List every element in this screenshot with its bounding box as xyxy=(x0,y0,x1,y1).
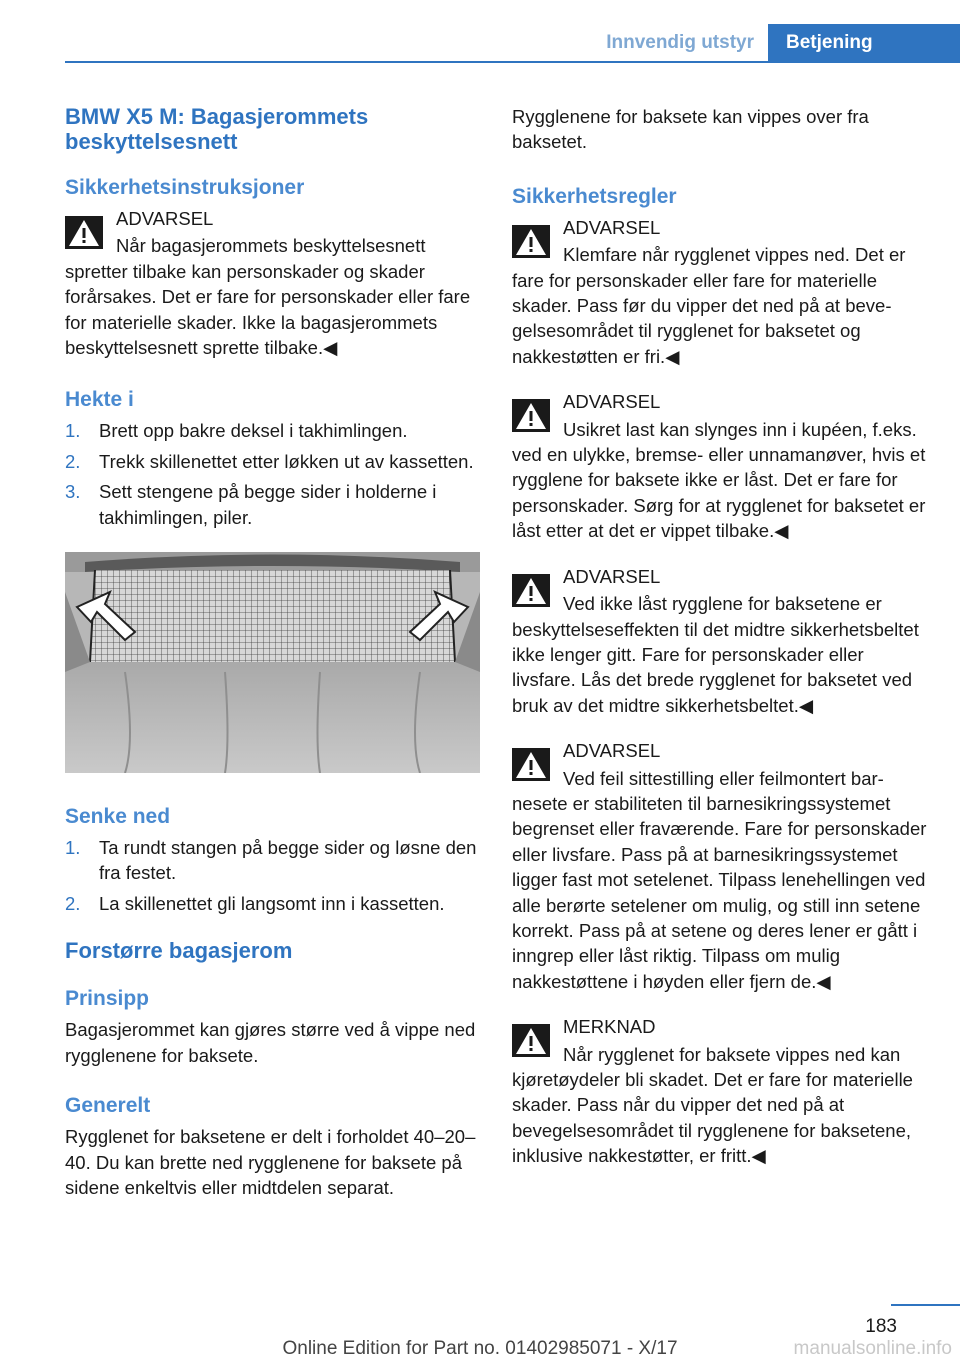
notice-block xyxy=(512,1014,927,1168)
warning-label: ADVARSEL xyxy=(116,208,214,229)
header-rule xyxy=(65,61,960,63)
warning-label: ADVARSEL xyxy=(563,740,661,762)
warning-block xyxy=(512,564,927,718)
warning-label: ADVARSEL xyxy=(563,216,661,238)
left-column xyxy=(65,104,480,1226)
hook-steps xyxy=(65,418,480,530)
cargo-net-photo xyxy=(65,552,480,773)
notice-label: MERKNAD xyxy=(563,1016,656,1038)
tab-betjening[interactable]: Betjening xyxy=(768,24,960,61)
principle-heading: Prinsipp xyxy=(65,987,150,1011)
warning-text: Når bagasjerommets beskyttelsesnett spretter tilbake kan personskader og skader forårsakes. Det er fare for personskader eller fare for materielle skader. Ikke la bagasjerommets beskyttelsesnett sprette tilbake.◀ xyxy=(65,235,471,359)
watermark: manualsonline.info xyxy=(793,1338,952,1359)
general-text: Rygglenet for baksetene er delt i forholdet 40–20–40. Du kan brette ned rygglenene for baksete på sidene enkeltvis eller midtdelen separat. xyxy=(65,1126,476,1198)
warning-label: ADVARSEL xyxy=(563,565,661,587)
principle-text: Bagasjerommet kan gjøres større ved å vippe ned rygglenene for baksete. xyxy=(65,1019,476,1066)
safety-heading: Sikkerhetsinstruksjoner xyxy=(65,176,305,199)
step-text: Ta rundt stangen på begge sider og løsne den fra festet. xyxy=(99,837,477,884)
section-title: BMW X5 M: Bagasjerommets beskyttelsesnett xyxy=(65,104,369,154)
warning-label: ADVARSEL xyxy=(563,391,661,413)
list-item xyxy=(65,418,480,443)
warning-triangle-icon xyxy=(512,574,550,607)
edition-note: Online Edition for Part no. 01402985071 - X/17 xyxy=(282,1338,678,1359)
step-text: Sett stengene på begge sider i holderne i takhimlingen, piler. xyxy=(99,481,437,528)
warning-text: Usikret last kan slynges inn i kupéen, f.eks. ved en ulykke, bremse- eller unnamanøver, hvis et rygglene for baksete ikke er låst. Det er fare for personskader. Sørg for at rygglenet for baksetet er låst etter at det er vippet tilbake.◀ xyxy=(512,418,926,542)
warning-block xyxy=(512,215,927,369)
warning-block xyxy=(512,738,927,994)
list-item xyxy=(65,479,480,530)
header-tabs xyxy=(590,24,960,61)
warning-text: Klemfare når rygglenet vippes ned. Det er fare for personskader eller fare for materielle skader. Pass før du vipper det ned på at bevegelsesområdet til rygglenet for baksetet og nakkestøtten er fri.◀ xyxy=(512,244,906,367)
step-number: 2. xyxy=(65,450,81,472)
warning-block xyxy=(512,389,927,543)
step-text: La skillenettet gli langsomt inn i kassetten. xyxy=(99,892,445,914)
step-number: 2. xyxy=(65,892,81,914)
list-item xyxy=(65,891,480,916)
warning-text: Ved feil sittestilling eller feilmontert barnesete er stabiliteten til barnesikringssystemet begrenset eller fraværende. Fare for personskader eller livsfare. Pass på at barnesikringssystemet ligger fast mot setelenet. Tilpass lenehellingen ved alle berørte setelener om mulig, og still inn setene korrekt. Pass på at setene og deres lener er gått i inngrep eller låst riktig. Tilpass om mulig nakkestøttene i høyden eller fjern de.◀ xyxy=(512,767,927,992)
right-column xyxy=(512,104,927,1189)
warning-triangle-icon xyxy=(65,216,103,249)
step-number: 3. xyxy=(65,481,81,503)
step-number: 1. xyxy=(65,837,81,859)
page-number: 183 xyxy=(865,1316,897,1337)
warning-block xyxy=(65,206,480,360)
step-number: 1. xyxy=(65,420,81,442)
warning-triangle-icon xyxy=(512,748,550,781)
lower-heading: Senke ned xyxy=(65,805,171,829)
general-heading: Generelt xyxy=(65,1094,151,1118)
intro-text: Rygglenene for baksete kan vippes over fra baksetet. xyxy=(512,106,869,153)
warning-triangle-icon xyxy=(512,1024,550,1057)
rules-heading: Sikkerhetsregler xyxy=(512,184,677,208)
warning-triangle-icon xyxy=(512,225,550,258)
list-item xyxy=(65,835,480,886)
warning-triangle-icon xyxy=(512,399,550,432)
notice-text: Når rygglenet for baksete vippes ned kan kjøretøydeler bli skadet. Det er fare for materielle skader. Pass når du vipper det ned på at bevegelsesområdet til rygglenene for baksetene, inklusive nakkestøtter, er fritt.◀ xyxy=(512,1043,913,1167)
lower-steps xyxy=(65,835,480,916)
step-text: Trekk skillenettet etter løkken ut av kassetten. xyxy=(99,450,474,472)
tab-innvendig-utstyr[interactable]: Innvendig utstyr xyxy=(590,24,768,61)
enlarge-heading: Forstørre bagasjerom xyxy=(65,938,293,964)
footer-rule xyxy=(891,1304,960,1306)
step-text: Brett opp bakre deksel i takhimlingen. xyxy=(99,420,408,442)
hook-heading: Hekte i xyxy=(65,388,134,412)
list-item xyxy=(65,449,480,474)
warning-text: Ved ikke låst rygglene for baksetene er beskyttelseseffekten til det midtre sikkerhetsbeltet ikke lenger gitt. Fare for personskader eller livsfare. Lås det brede rygglenet for baksetet ved bruk av det midtre sikkerhetsbeltet.◀ xyxy=(512,593,919,716)
